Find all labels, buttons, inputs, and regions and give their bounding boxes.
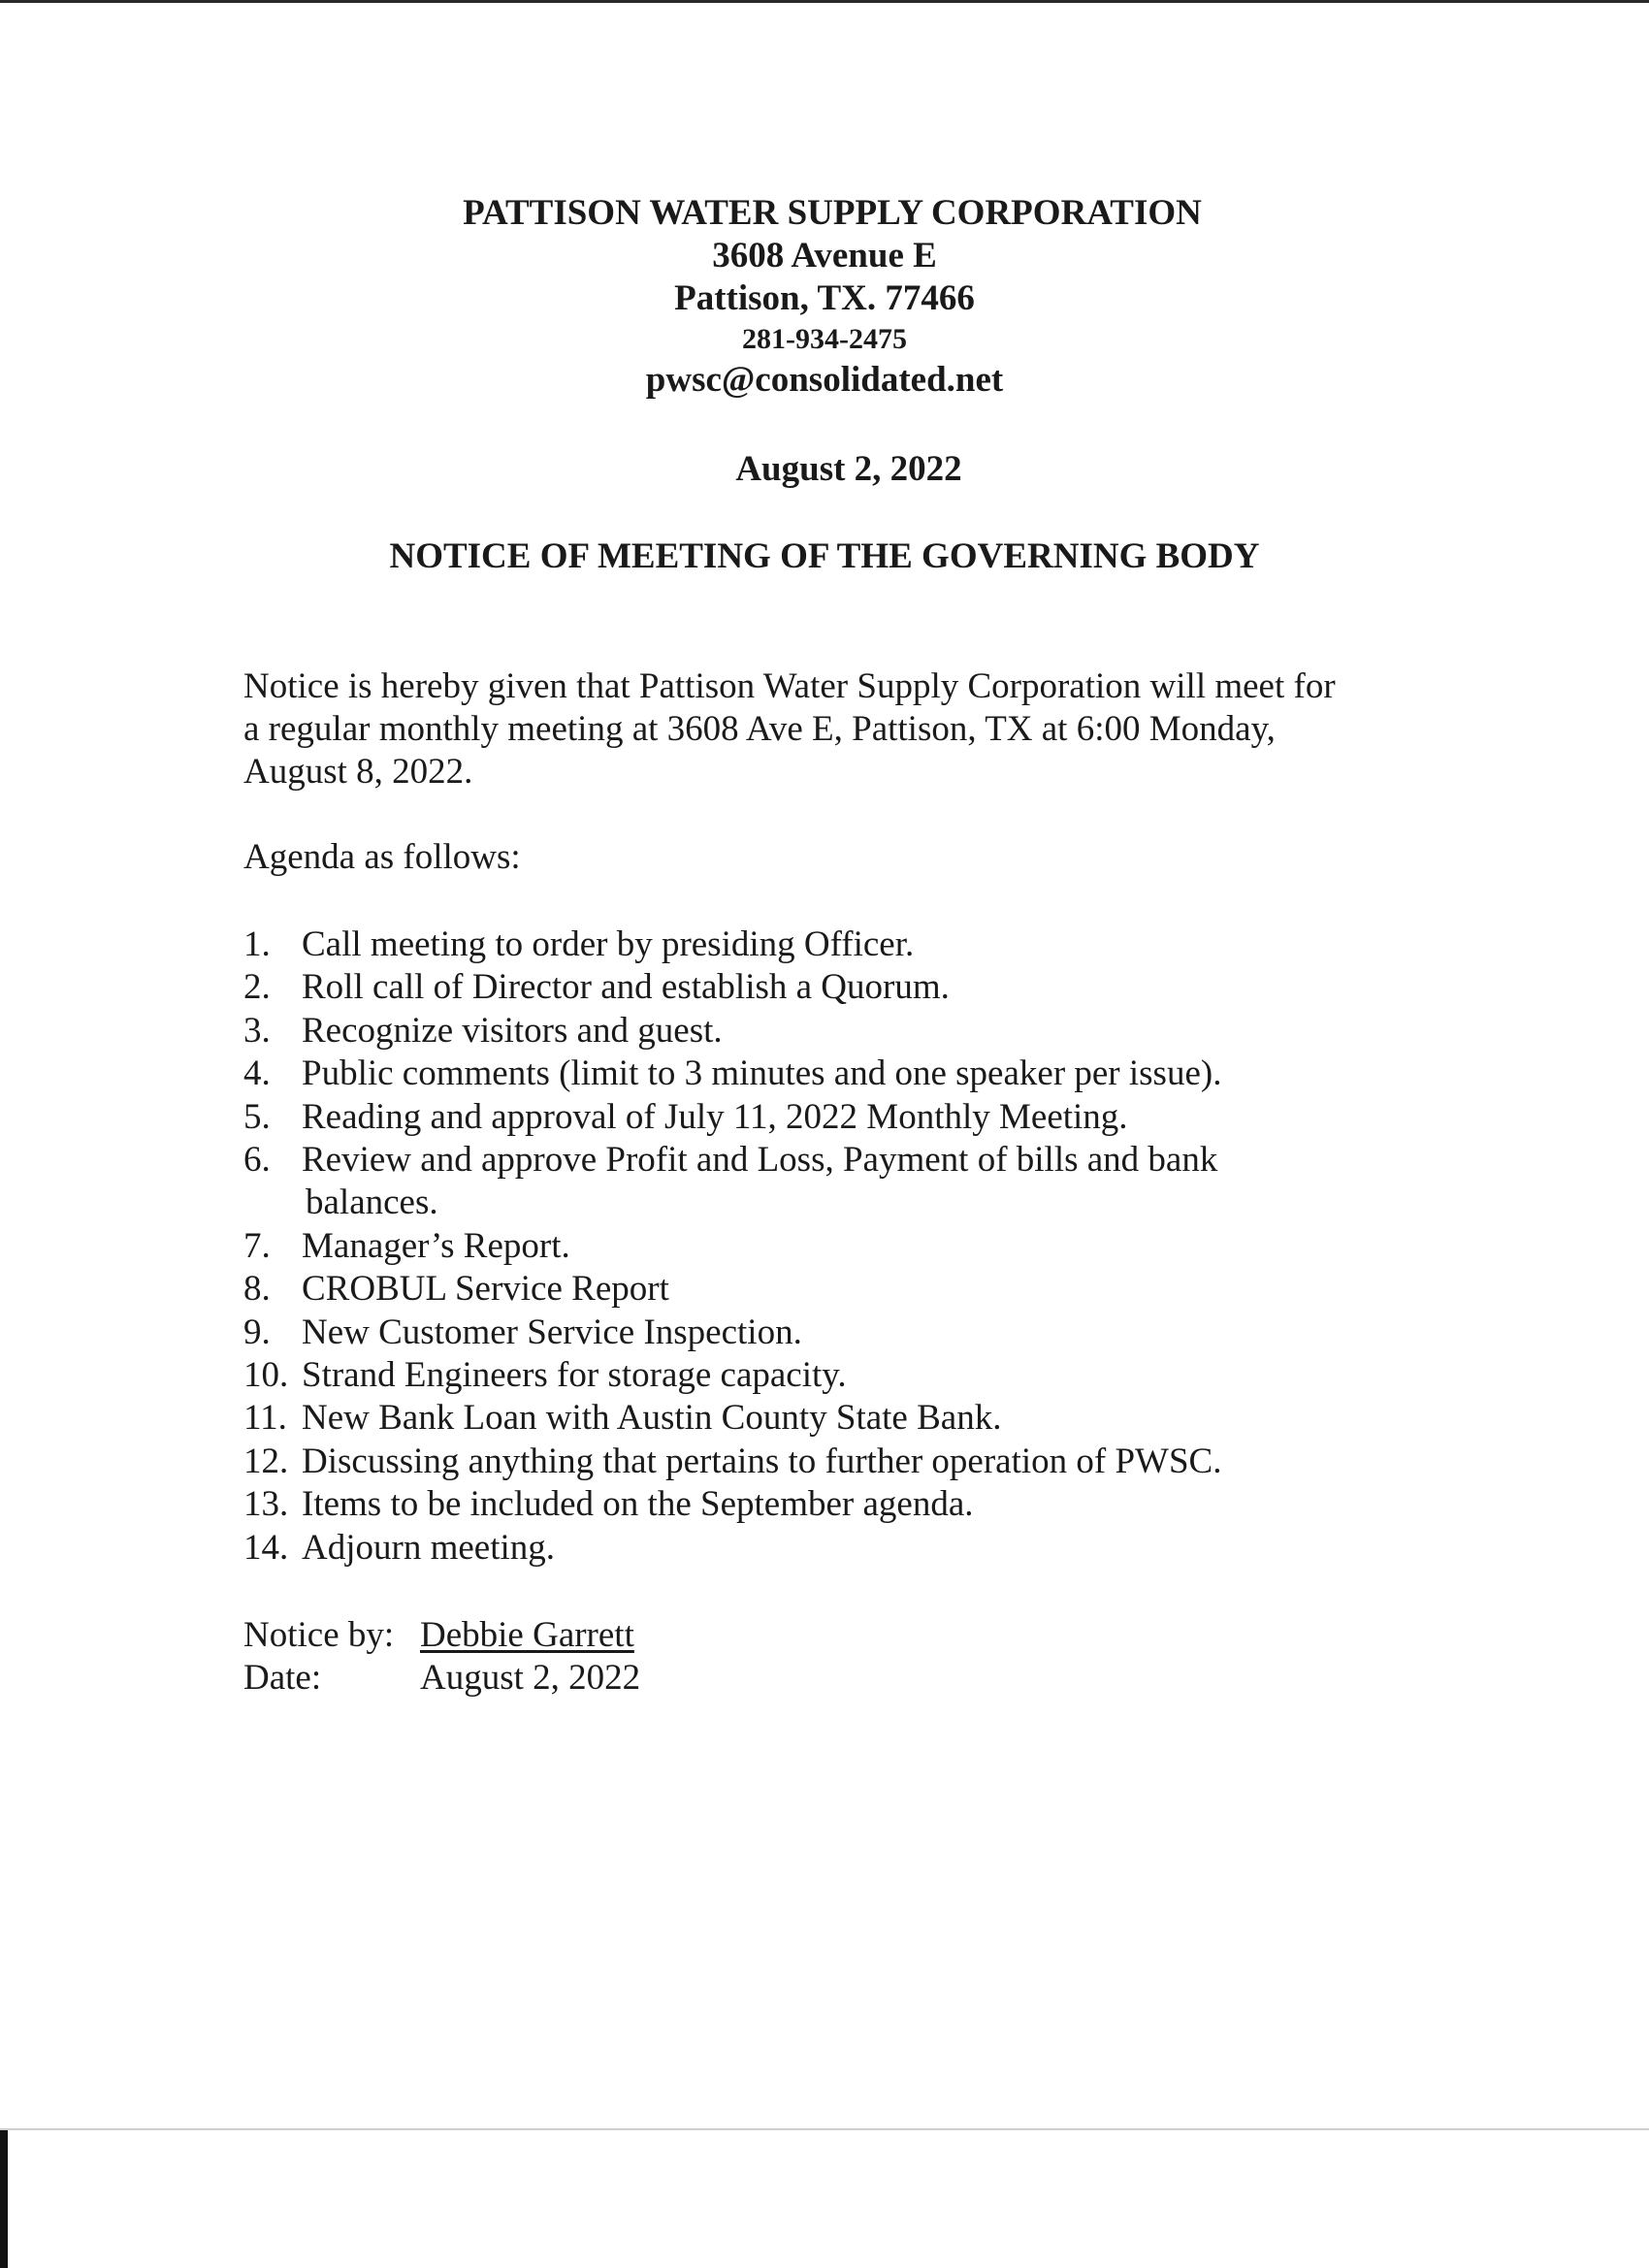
agenda-item <box>243 1312 1222 1354</box>
notice-by-signer: Debbie Garrett <box>420 1615 634 1655</box>
agenda-item-text: Review and approve Profit and Loss, Payment of bills and bank <box>302 1140 1218 1181</box>
notice-date: August 2, 2022 <box>735 449 962 489</box>
agenda-item-number: 5. <box>243 1096 271 1137</box>
agenda-item <box>243 1527 1222 1570</box>
agenda-item <box>243 1483 1222 1526</box>
agenda-item-number: 2. <box>243 967 271 1008</box>
signoff-date-value: August 2, 2022 <box>420 1658 641 1698</box>
agenda-item-continuation: balances. <box>306 1183 438 1223</box>
agenda-item <box>243 1139 1222 1225</box>
city-address: Pattison, TX. 77466 <box>674 278 975 318</box>
email-address: pwsc@consolidated.net <box>645 360 1004 400</box>
agenda-item <box>243 923 1222 966</box>
phone-number: 281-934-2475 <box>742 323 907 355</box>
agenda-item-number: 9. <box>243 1312 271 1352</box>
agenda-item <box>243 1096 1222 1139</box>
agenda-item-text: Call meeting to order by presiding Officer. <box>302 924 915 964</box>
agenda-item <box>243 1354 1222 1397</box>
agenda-item-text: Adjourn meeting. <box>302 1527 556 1568</box>
intro-line: a regular monthly meeting at 3608 Ave E, Pattison, TX at 6:00 Monday, <box>243 709 1276 749</box>
notice-by-label: Notice by: <box>243 1615 395 1655</box>
agenda-item <box>243 1268 1222 1311</box>
intro-paragraph <box>243 665 1336 794</box>
signoff-date-label: Date: <box>243 1658 322 1698</box>
signoff-date-row <box>243 1657 640 1700</box>
notice-by-row <box>243 1614 640 1657</box>
scan-bottom-line <box>0 2128 1649 2130</box>
agenda-item-text: Strand Engineers for storage capacity. <box>302 1355 847 1396</box>
notice-title: NOTICE OF MEETING OF THE GOVERNING BODY <box>389 536 1260 576</box>
agenda-item <box>243 1010 1222 1053</box>
agenda-item <box>243 966 1222 1009</box>
agenda-item-number: 11. <box>243 1398 287 1439</box>
agenda-item-text: Reading and approval of July 11, 2022 Monthly Meeting. <box>302 1096 1128 1137</box>
agenda-item-number: 14. <box>243 1527 289 1568</box>
scan-left-edge <box>0 2130 8 2268</box>
agenda-item-text: Public comments (limit to 3 minutes and one speaker per issue). <box>302 1053 1222 1094</box>
agenda-item-text: Recognize visitors and guest. <box>302 1010 723 1051</box>
scan-top-edge <box>0 0 1649 3</box>
intro-line: August 8, 2022. <box>243 752 473 792</box>
agenda-item <box>243 1397 1222 1440</box>
agenda-label: Agenda as follows: <box>243 837 521 877</box>
street-address: 3608 Avenue E <box>712 236 937 275</box>
letterhead <box>0 192 1649 402</box>
agenda-item-text: Discussing anything that pertains to further operation of PWSC. <box>302 1441 1222 1481</box>
agenda-item-number: 3. <box>243 1010 271 1051</box>
agenda-item-number: 12. <box>243 1441 289 1481</box>
agenda-item-number: 13. <box>243 1484 289 1525</box>
agenda-item-number: 4. <box>243 1053 271 1094</box>
agenda-item-text: Roll call of Director and establish a Quorum. <box>302 967 950 1008</box>
agenda-item-text: New Bank Loan with Austin County State Bank. <box>302 1398 1002 1439</box>
agenda-item <box>243 1441 1222 1483</box>
agenda-item-text: Items to be included on the September agenda. <box>302 1484 974 1525</box>
agenda-item-number: 6. <box>243 1140 271 1181</box>
intro-line: Notice is hereby given that Pattison Water Supply Corporation will meet for <box>243 666 1336 706</box>
agenda-item-text: Manager’s Report. <box>302 1225 570 1266</box>
agenda-item-number: 1. <box>243 924 271 964</box>
agenda-list <box>243 923 1222 1570</box>
agenda-item-number: 8. <box>243 1269 271 1310</box>
agenda-item-text: New Customer Service Inspection. <box>302 1312 802 1352</box>
agenda-item-text: CROBUL Service Report <box>302 1269 669 1310</box>
agenda-item <box>243 1225 1222 1268</box>
agenda-item <box>243 1053 1222 1095</box>
agenda-item-number: 7. <box>243 1225 271 1266</box>
agenda-item-number: 10. <box>243 1355 289 1396</box>
signoff-block <box>243 1614 640 1700</box>
organization-name: PATTISON WATER SUPPLY CORPORATION <box>463 193 1202 233</box>
